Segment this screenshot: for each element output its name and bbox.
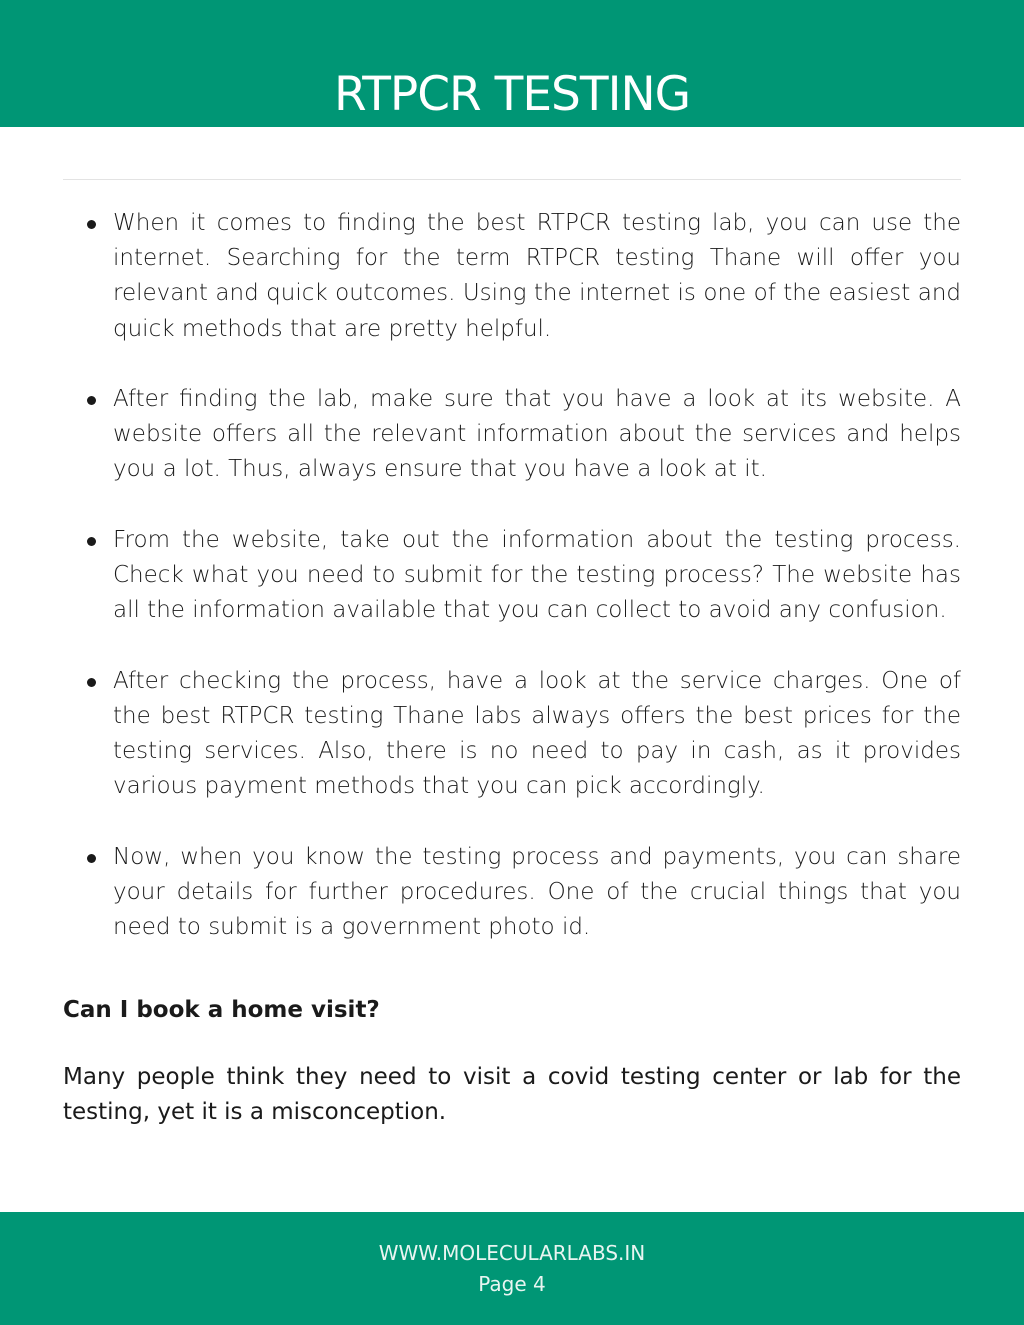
page-title: RTPCR TESTING [333, 67, 691, 123]
footer-page-number: Page 4 [478, 1272, 546, 1296]
bullet-text: From the website, take out the information about the testing process. Check what you need to submit for the testing process? The website has all the information available that you can collect to avoid any confusion. [113, 526, 961, 624]
section-heading: Can I book a home visit? [63, 997, 380, 1023]
bullet-text: After finding the lab, make sure that you have a look at its website. A website offers all the relevant information about the services and helps you a lot. Thus, always ensure that you have a look at it. [113, 386, 961, 483]
page-footer [0, 1212, 1024, 1325]
bullet-list [63, 206, 961, 980]
bullet-item [63, 664, 961, 805]
header-divider [63, 179, 961, 180]
bullet-dot-icon [87, 220, 96, 229]
bullet-dot-icon [87, 854, 96, 863]
bullet-text: When it comes to finding the best RTPCR testing lab, you can use the internet. Searching for the term RTPCR testing Thane will offer you relevant and quick outcomes. Using the internet is one of the easiest and quick methods that are pretty helpful. [113, 210, 961, 342]
bullet-text: Now, when you know the testing process and payments, you can share your details for further procedures. One of the crucial things that you need to submit is a government photo id. [113, 843, 961, 940]
bullet-text: After checking the process, have a look at the service charges. One of the best RTPCR testing Thane labs always offers the best prices for the testing services. Also, there is no need to pay in cash, as it provides various payment methods that you can pick accordingly. [113, 667, 961, 800]
bullet-item [63, 382, 961, 488]
bullet-dot-icon [87, 537, 96, 546]
bullet-item [63, 840, 961, 946]
page-header [0, 0, 1024, 127]
bullet-dot-icon [87, 396, 96, 405]
bullet-item [63, 206, 961, 347]
bullet-dot-icon [87, 678, 96, 687]
footer-website-link[interactable]: WWW.MOLECULARLABS.IN [378, 1241, 646, 1265]
section-paragraph: Many people think they need to visit a covid testing center or lab for the testing, yet it is a misconception. [63, 1064, 961, 1126]
bullet-item [63, 523, 961, 629]
